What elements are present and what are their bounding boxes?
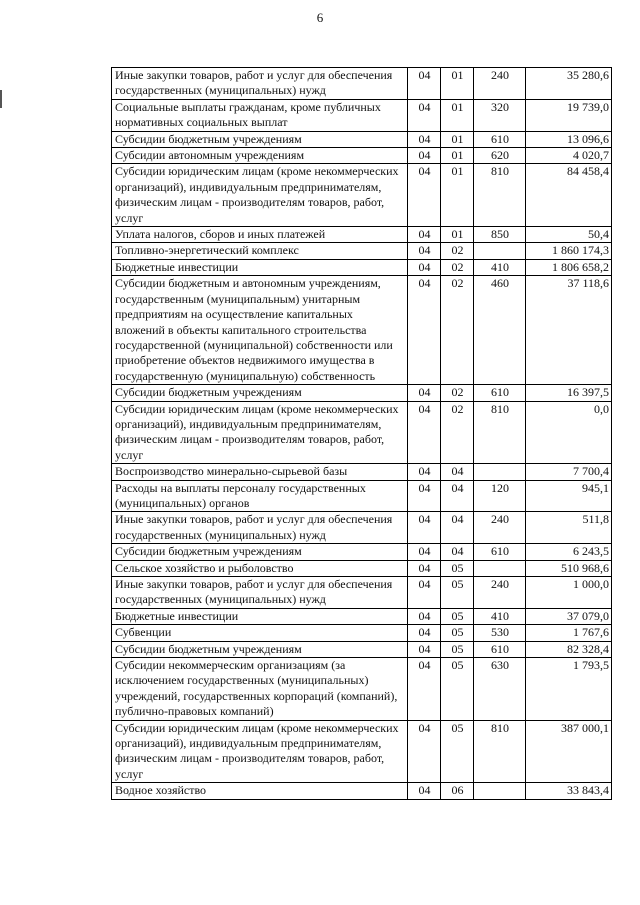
row-expense-type-code: 610 — [474, 544, 526, 560]
table-row — [112, 720, 612, 783]
table-row — [112, 401, 612, 464]
row-section-code: 04 — [408, 480, 441, 512]
row-amount: 1 806 658,2 — [526, 259, 612, 275]
row-subsection-code: 02 — [441, 385, 474, 401]
row-amount: 50,4 — [526, 227, 612, 243]
row-amount: 13 096,6 — [526, 131, 612, 147]
row-expense-type-code: 240 — [474, 68, 526, 100]
row-name: Бюджетные инвестиции — [112, 608, 408, 624]
row-name: Субсидии бюджетным учреждениям — [112, 385, 408, 401]
row-name: Бюджетные инвестиции — [112, 259, 408, 275]
row-section-code: 04 — [408, 544, 441, 560]
row-expense-type-code: 410 — [474, 608, 526, 624]
row-subsection-code: 06 — [441, 783, 474, 799]
row-expense-type-code — [474, 783, 526, 799]
row-amount: 1 860 174,3 — [526, 243, 612, 259]
row-amount: 82 328,4 — [526, 641, 612, 657]
row-subsection-code: 04 — [441, 544, 474, 560]
row-subsection-code: 01 — [441, 227, 474, 243]
row-amount: 7 700,4 — [526, 464, 612, 480]
row-name: Субсидии юридическим лицам (кроме некоммерческих организаций), индивидуальным предпринимателям, физическим лицам - производителям товаров, работ, услуг — [112, 164, 408, 227]
table-row — [112, 658, 612, 721]
row-section-code: 04 — [408, 243, 441, 259]
row-name: Субсидии бюджетным учреждениям — [112, 641, 408, 657]
row-amount: 33 843,4 — [526, 783, 612, 799]
row-subsection-code: 05 — [441, 560, 474, 576]
row-subsection-code: 01 — [441, 131, 474, 147]
row-section-code: 04 — [408, 164, 441, 227]
table-row — [112, 131, 612, 147]
row-section-code: 04 — [408, 783, 441, 799]
row-section-code: 04 — [408, 577, 441, 609]
row-name: Субвенции — [112, 625, 408, 641]
row-section-code: 04 — [408, 560, 441, 576]
row-expense-type-code: 610 — [474, 131, 526, 147]
row-section-code: 04 — [408, 227, 441, 243]
row-amount: 35 280,6 — [526, 68, 612, 100]
row-section-code: 04 — [408, 148, 441, 164]
table-row — [112, 259, 612, 275]
row-name: Субсидии некоммерческим организациям (за исключением государственных (муниципальных) учреждений, государственных корпораций (компаний), публично-правовых компаний) — [112, 658, 408, 721]
row-subsection-code: 05 — [441, 658, 474, 721]
row-amount: 1 000,0 — [526, 577, 612, 609]
table-row — [112, 99, 612, 131]
row-name: Иные закупки товаров, работ и услуг для обеспечения государственных (муниципальных) нужд — [112, 577, 408, 609]
row-name: Топливно-энергетический комплекс — [112, 243, 408, 259]
row-expense-type-code — [474, 560, 526, 576]
row-section-code: 04 — [408, 658, 441, 721]
table-row — [112, 243, 612, 259]
table-row — [112, 227, 612, 243]
row-subsection-code: 02 — [441, 401, 474, 464]
table-row — [112, 148, 612, 164]
row-name: Расходы на выплаты персоналу государственных (муниципальных) органов — [112, 480, 408, 512]
row-name: Уплата налогов, сборов и иных платежей — [112, 227, 408, 243]
row-expense-type-code: 410 — [474, 259, 526, 275]
table-row — [112, 385, 612, 401]
row-subsection-code: 05 — [441, 641, 474, 657]
row-amount: 37 118,6 — [526, 276, 612, 385]
table-row — [112, 544, 612, 560]
page-number: 6 — [316, 10, 324, 25]
table-row — [112, 783, 612, 799]
row-section-code: 04 — [408, 68, 441, 100]
row-amount: 945,1 — [526, 480, 612, 512]
row-expense-type-code: 850 — [474, 227, 526, 243]
row-expense-type-code: 320 — [474, 99, 526, 131]
row-section-code: 04 — [408, 401, 441, 464]
row-section-code: 04 — [408, 641, 441, 657]
table-row — [112, 164, 612, 227]
row-name: Субсидии юридическим лицам (кроме некоммерческих организаций), индивидуальным предпринимателям, физическим лицам - производителям товаров, работ, услуг — [112, 401, 408, 464]
row-expense-type-code: 810 — [474, 401, 526, 464]
row-expense-type-code: 240 — [474, 577, 526, 609]
row-section-code: 04 — [408, 464, 441, 480]
row-amount: 510 968,6 — [526, 560, 612, 576]
row-section-code: 04 — [408, 131, 441, 147]
row-section-code: 04 — [408, 608, 441, 624]
row-subsection-code: 01 — [441, 68, 474, 100]
table-row — [112, 464, 612, 480]
row-name: Иные закупки товаров, работ и услуг для обеспечения государственных (муниципальных) нужд — [112, 68, 408, 100]
row-expense-type-code: 120 — [474, 480, 526, 512]
table-row — [112, 480, 612, 512]
row-amount: 0,0 — [526, 401, 612, 464]
row-amount: 6 243,5 — [526, 544, 612, 560]
row-name: Субсидии бюджетным и автономным учреждениям, государственным (муниципальным) унитарным предприятиям на осуществление капитальных вложений в объекты капитального строительства государственной (муниципальной) собственности или приобретение объектов недвижимого имущества в государственную (муниципальную) собственность — [112, 276, 408, 385]
row-amount: 84 458,4 — [526, 164, 612, 227]
row-section-code: 04 — [408, 99, 441, 131]
row-expense-type-code: 240 — [474, 512, 526, 544]
row-amount: 1 767,6 — [526, 625, 612, 641]
row-expense-type-code — [474, 243, 526, 259]
row-amount: 1 793,5 — [526, 658, 612, 721]
row-name: Социальные выплаты гражданам, кроме публичных нормативных социальных выплат — [112, 99, 408, 131]
table-row — [112, 512, 612, 544]
row-expense-type-code: 460 — [474, 276, 526, 385]
row-expense-type-code: 810 — [474, 164, 526, 227]
row-name: Субсидии бюджетным учреждениям — [112, 544, 408, 560]
row-amount: 511,8 — [526, 512, 612, 544]
row-amount: 387 000,1 — [526, 720, 612, 783]
budget-table-body — [112, 68, 612, 800]
table-row — [112, 276, 612, 385]
row-subsection-code: 01 — [441, 164, 474, 227]
row-subsection-code: 02 — [441, 243, 474, 259]
row-subsection-code: 05 — [441, 608, 474, 624]
row-section-code: 04 — [408, 259, 441, 275]
row-subsection-code: 05 — [441, 720, 474, 783]
row-expense-type-code: 610 — [474, 641, 526, 657]
row-subsection-code: 01 — [441, 148, 474, 164]
table-row — [112, 608, 612, 624]
row-expense-type-code: 610 — [474, 385, 526, 401]
row-subsection-code: 04 — [441, 512, 474, 544]
row-subsection-code: 02 — [441, 276, 474, 385]
row-section-code: 04 — [408, 720, 441, 783]
row-expense-type-code — [474, 464, 526, 480]
row-amount: 37 079,0 — [526, 608, 612, 624]
row-expense-type-code: 530 — [474, 625, 526, 641]
row-name: Водное хозяйство — [112, 783, 408, 799]
margin-mark — [0, 90, 2, 108]
row-name: Субсидии бюджетным учреждениям — [112, 131, 408, 147]
row-section-code: 04 — [408, 385, 441, 401]
row-section-code: 04 — [408, 625, 441, 641]
row-name: Субсидии юридическим лицам (кроме некоммерческих организаций), индивидуальным предпринимателям, физическим лицам - производителям товаров, работ, услуг — [112, 720, 408, 783]
table-row — [112, 68, 612, 100]
row-expense-type-code: 620 — [474, 148, 526, 164]
table-row — [112, 577, 612, 609]
row-subsection-code: 04 — [441, 480, 474, 512]
row-name: Субсидии автономным учреждениям — [112, 148, 408, 164]
budget-table — [111, 67, 612, 800]
row-expense-type-code: 810 — [474, 720, 526, 783]
row-subsection-code: 01 — [441, 99, 474, 131]
row-expense-type-code: 630 — [474, 658, 526, 721]
row-section-code: 04 — [408, 276, 441, 385]
row-name: Сельское хозяйство и рыболовство — [112, 560, 408, 576]
row-subsection-code: 04 — [441, 464, 474, 480]
row-subsection-code: 02 — [441, 259, 474, 275]
row-subsection-code: 05 — [441, 577, 474, 609]
row-amount: 4 020,7 — [526, 148, 612, 164]
row-amount: 16 397,5 — [526, 385, 612, 401]
table-row — [112, 625, 612, 641]
row-amount: 19 739,0 — [526, 99, 612, 131]
row-name: Иные закупки товаров, работ и услуг для обеспечения государственных (муниципальных) нужд — [112, 512, 408, 544]
row-name: Воспроизводство минерально-сырьевой базы — [112, 464, 408, 480]
table-row — [112, 641, 612, 657]
row-subsection-code: 05 — [441, 625, 474, 641]
row-section-code: 04 — [408, 512, 441, 544]
table-row — [112, 560, 612, 576]
